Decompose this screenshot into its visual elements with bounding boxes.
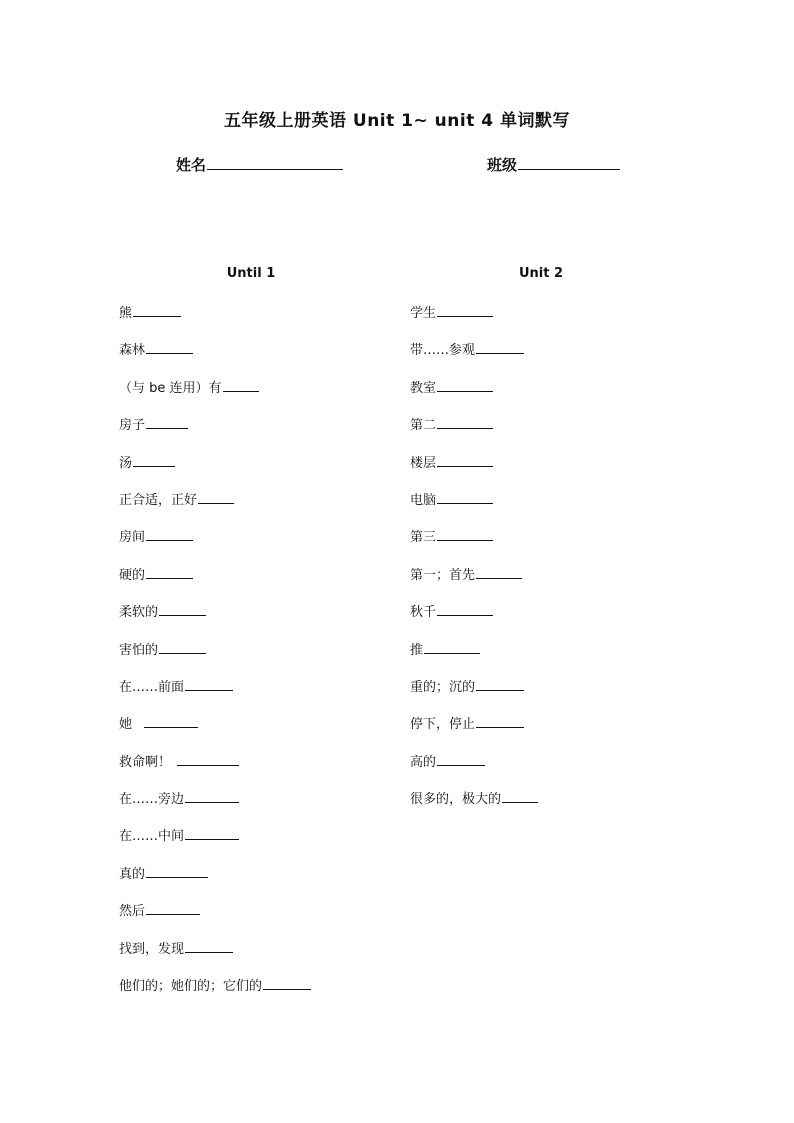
word-prompt: 第一；首先: [410, 567, 476, 583]
unit-1-word-list: [119, 302, 311, 1012]
word-prompt: 第二: [410, 418, 437, 434]
class-blank[interactable]: [518, 153, 620, 170]
word-prompt: 真的: [119, 866, 146, 882]
column-heading-unit-1: Until 1: [226, 266, 276, 281]
word-item: [119, 414, 311, 451]
word-item: [410, 526, 538, 563]
word-item: [119, 713, 311, 750]
word-prompt: 很多的，极大的: [410, 792, 502, 808]
word-prompt: 楼层: [410, 455, 437, 471]
answer-blank[interactable]: [146, 414, 188, 429]
answer-blank[interactable]: [185, 676, 233, 691]
word-item: [119, 863, 311, 900]
answer-blank[interactable]: [146, 526, 193, 541]
answer-blank[interactable]: [146, 339, 193, 354]
word-item: [119, 788, 311, 825]
word-prompt: 教室: [410, 380, 437, 396]
word-prompt: 在……中间: [119, 829, 185, 845]
word-item: [119, 938, 311, 975]
word-prompt: 救命啊！: [119, 754, 172, 770]
word-item: [119, 825, 311, 862]
word-item: [410, 302, 538, 339]
answer-blank[interactable]: [223, 377, 259, 392]
answer-blank[interactable]: [144, 713, 198, 728]
answer-blank[interactable]: [437, 414, 493, 429]
class-field: [487, 153, 620, 175]
word-prompt: 第三: [410, 530, 437, 546]
word-prompt: 柔软的: [119, 605, 159, 621]
word-item: [410, 377, 538, 414]
word-prompt: 电脑: [410, 492, 437, 508]
word-item: [119, 452, 311, 489]
word-item: [410, 339, 538, 376]
word-prompt: 汤: [119, 455, 133, 471]
word-item: [119, 601, 311, 638]
answer-blank[interactable]: [146, 863, 208, 878]
word-item: [119, 489, 311, 526]
word-item: [119, 339, 311, 376]
word-item: [410, 639, 538, 676]
answer-blank[interactable]: [437, 452, 493, 467]
word-item: [410, 414, 538, 451]
word-prompt: 停下，停止: [410, 717, 476, 733]
word-item: [119, 526, 311, 563]
word-prompt: 他们的；她们的；它们的: [119, 979, 263, 995]
word-item: [119, 676, 311, 713]
word-prompt: 带……参观: [410, 343, 476, 359]
answer-blank[interactable]: [146, 900, 200, 915]
answer-blank[interactable]: [198, 489, 234, 504]
word-item: [410, 788, 538, 825]
word-prompt: 房子: [119, 418, 146, 434]
word-item: [410, 676, 538, 713]
word-prompt: 推: [410, 642, 424, 658]
answer-blank[interactable]: [424, 639, 480, 654]
answer-blank[interactable]: [476, 339, 524, 354]
word-prompt: 学生: [410, 306, 437, 321]
word-item: [410, 489, 538, 526]
name-field: [176, 153, 343, 175]
answer-blank[interactable]: [159, 601, 206, 616]
answer-blank[interactable]: [502, 788, 538, 803]
answer-blank[interactable]: [159, 639, 206, 654]
word-prompt: 高的: [410, 754, 437, 770]
answer-blank[interactable]: [476, 676, 524, 691]
word-prompt: 房间: [119, 530, 146, 546]
answer-blank[interactable]: [133, 452, 175, 467]
word-item: [119, 975, 311, 1012]
answer-blank[interactable]: [437, 302, 493, 317]
answer-blank[interactable]: [476, 713, 524, 728]
word-item: [119, 639, 311, 676]
name-blank[interactable]: [207, 153, 343, 170]
answer-blank[interactable]: [476, 564, 522, 579]
answer-blank[interactable]: [185, 825, 239, 840]
word-prompt: 她: [119, 717, 137, 733]
word-prompt: 正合适，正好: [119, 492, 198, 508]
word-prompt: 害怕的: [119, 642, 159, 658]
word-prompt: 然后: [119, 904, 146, 920]
word-item: [410, 601, 538, 638]
word-item: [119, 377, 311, 414]
word-item: [119, 751, 311, 788]
answer-blank[interactable]: [185, 788, 239, 803]
answer-blank[interactable]: [437, 601, 493, 616]
answer-blank[interactable]: [437, 751, 485, 766]
word-item: [410, 452, 538, 489]
word-item: [410, 751, 538, 788]
column-heading-unit-2: Unit 2: [518, 266, 564, 281]
word-prompt: 在……前面: [119, 679, 185, 695]
answer-blank[interactable]: [263, 975, 311, 990]
name-label: 姓名: [176, 156, 207, 174]
answer-blank[interactable]: [133, 302, 181, 317]
answer-blank[interactable]: [437, 526, 493, 541]
word-prompt: 熊: [119, 306, 133, 321]
word-prompt: 秋千: [410, 605, 437, 621]
answer-blank[interactable]: [185, 938, 233, 953]
word-prompt: 重的；沉的: [410, 679, 476, 695]
answer-blank[interactable]: [437, 377, 493, 392]
word-prompt: （与 be 连用）有: [119, 380, 222, 396]
unit-2-word-list: [410, 302, 538, 825]
word-prompt: 找到，发现: [119, 941, 185, 957]
answer-blank[interactable]: [437, 489, 493, 504]
word-item: [410, 713, 538, 750]
word-item: [410, 564, 538, 601]
page-title: 五年级上册英语 Unit 1~ unit 4 单词默写: [223, 111, 570, 131]
word-item: [119, 900, 311, 937]
word-prompt: 硬的: [119, 567, 146, 583]
word-prompt: 在……旁边: [119, 792, 185, 808]
word-prompt: 森林: [119, 343, 146, 359]
word-item: [119, 302, 311, 339]
class-label: 班级: [487, 156, 518, 174]
word-item: [119, 564, 311, 601]
answer-blank[interactable]: [177, 751, 239, 766]
answer-blank[interactable]: [146, 564, 193, 579]
